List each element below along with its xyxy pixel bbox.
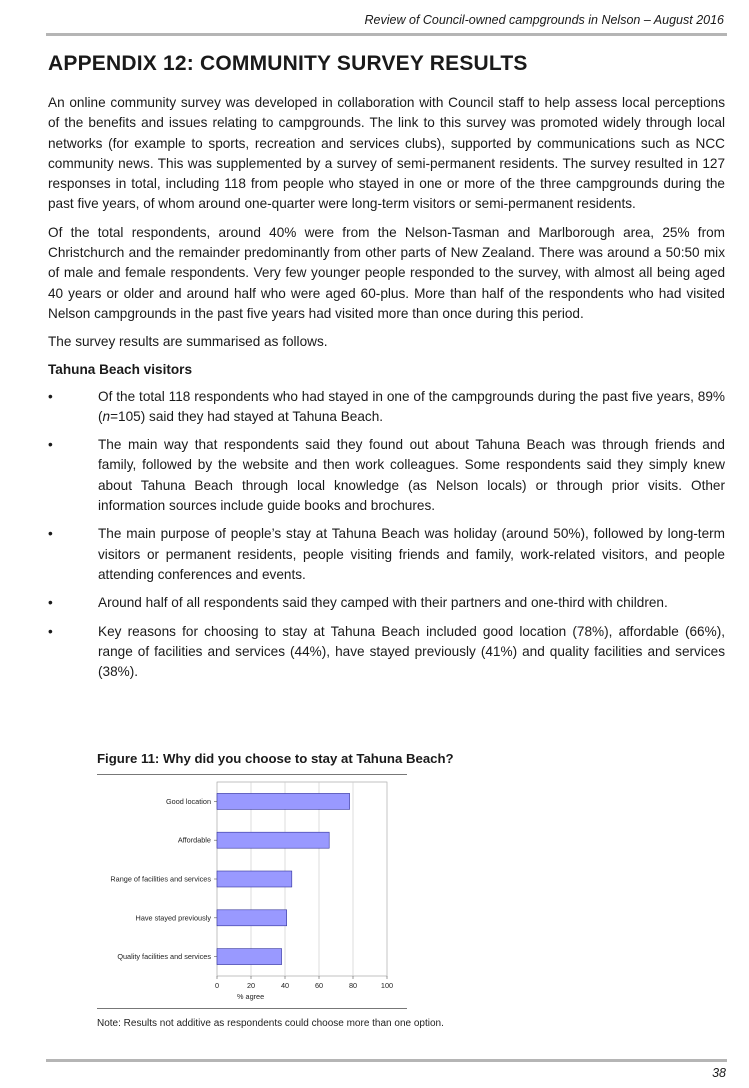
- bullet-icon: •: [48, 595, 53, 611]
- list-item: [48, 524, 725, 585]
- x-tick-label: 40: [280, 981, 290, 990]
- bar-chart: [97, 778, 407, 1006]
- list-item-text: The main way that respondents said they found out about Tahuna Beach was through friends and family, followed by the website and then work colleagues. Some respondents said they simply knew about Tahuna Beach through local knowledge (as Nelson locals) or through prior visits. Other information sources include guide books and brochures.: [98, 437, 725, 514]
- bar: [217, 793, 350, 809]
- running-header: Review of Council-owned campgrounds in Nelson – August 2016: [364, 13, 724, 27]
- x-tick-label: 80: [348, 981, 358, 990]
- list-item-text: The main purpose of people’s stay at Tahuna Beach was holiday (around 50%), followed by long-term visitors or permanent residents, people visiting friends and family, work-related visitors, and people attending conferences and events.: [98, 526, 725, 582]
- figure-bottom-rule: [97, 1008, 407, 1009]
- respondents-paragraph: Of the total respondents, around 40% were from the Nelson-Tasman and Marlborough area, 25% from Christchurch and the remainder predominantly from other parts of New Zealand. There was around a 50:50 mix of male and female respondents. Very few younger people responded to the survey, with almost all being aged 40 years or older and around half who were aged 60-plus. More than half of the respondents who had visited Nelson campgrounds in the past five years had visited more than once during this period.: [48, 224, 725, 321]
- list-item-text: Of the total 118 respondents who had stayed in one of the campgrounds during the past five years, 89% (: [98, 388, 725, 424]
- figure-note: Note: Results not additive as respondents could choose more than one option.: [97, 1018, 444, 1029]
- section-heading: Tahuna Beach visitors: [48, 361, 193, 377]
- y-tick-label: Have stayed previously: [135, 913, 211, 923]
- y-tick-label: Affordable: [177, 835, 211, 845]
- list-item: [48, 622, 725, 683]
- document-body: [48, 93, 725, 690]
- x-tick-label: 0: [214, 981, 220, 990]
- list-item: [48, 593, 725, 613]
- bar: [217, 949, 282, 965]
- n-symbol: n: [102, 408, 111, 424]
- list-item-text: Around half of all respondents said they camped with their partners and one-third with children.: [98, 595, 668, 611]
- bullet-icon: •: [48, 526, 53, 542]
- figure-caption: Figure 11: Why did you choose to stay at Tahuna Beach?: [97, 751, 454, 766]
- findings-list: [48, 387, 725, 683]
- page-title: APPENDIX 12: COMMUNITY SURVEY RESULTS: [48, 52, 528, 75]
- y-tick-label: Range of facilities and services: [110, 874, 211, 884]
- y-tick-label: Good location: [165, 796, 211, 806]
- list-item-text: =105) said they had stayed at Tahuna Beach.: [110, 408, 384, 424]
- x-tick-label: 100: [380, 981, 394, 990]
- x-tick-label: 60: [314, 981, 324, 990]
- intro-paragraph: An online community survey was developed in collaboration with Council staff to help assess local perceptions of the benefits and issues relating to campgrounds. The link to this survey was promoted widely through local networks (for example to sports, recreation and services clubs), supported by communications such as NCC community news. This was supplemented by a survey of semi-permanent residents. The survey resulted in 127 responses in total, including 118 from people who stayed in one or more of the three campgrounds during the past five years, of whom around one-quarter were long-term visitors or semi-permanent residents.: [48, 95, 725, 212]
- page-number: 38: [712, 1066, 726, 1080]
- figure-top-rule: [97, 774, 407, 775]
- summary-paragraph: The survey results are summarised as follows.: [48, 334, 328, 350]
- header-rule: [46, 33, 727, 36]
- bullet-icon: •: [48, 388, 53, 404]
- list-item: [48, 387, 725, 428]
- bar: [217, 910, 287, 926]
- bar: [217, 871, 292, 887]
- bar: [217, 832, 329, 848]
- bullet-icon: •: [48, 623, 53, 639]
- bullet-icon: •: [48, 437, 53, 453]
- list-item-text: Key reasons for choosing to stay at Tahuna Beach included good location (78%), affordable (66%), range of facilities and services (44%), have stayed previously (41%) and quality facilities and services (38%).: [98, 623, 725, 680]
- list-item: [48, 435, 725, 516]
- footer-rule: [46, 1059, 727, 1062]
- y-tick-label: Quality facilities and services: [117, 952, 211, 962]
- x-axis-label: % agree: [237, 992, 265, 1001]
- x-tick-label: 20: [246, 981, 256, 990]
